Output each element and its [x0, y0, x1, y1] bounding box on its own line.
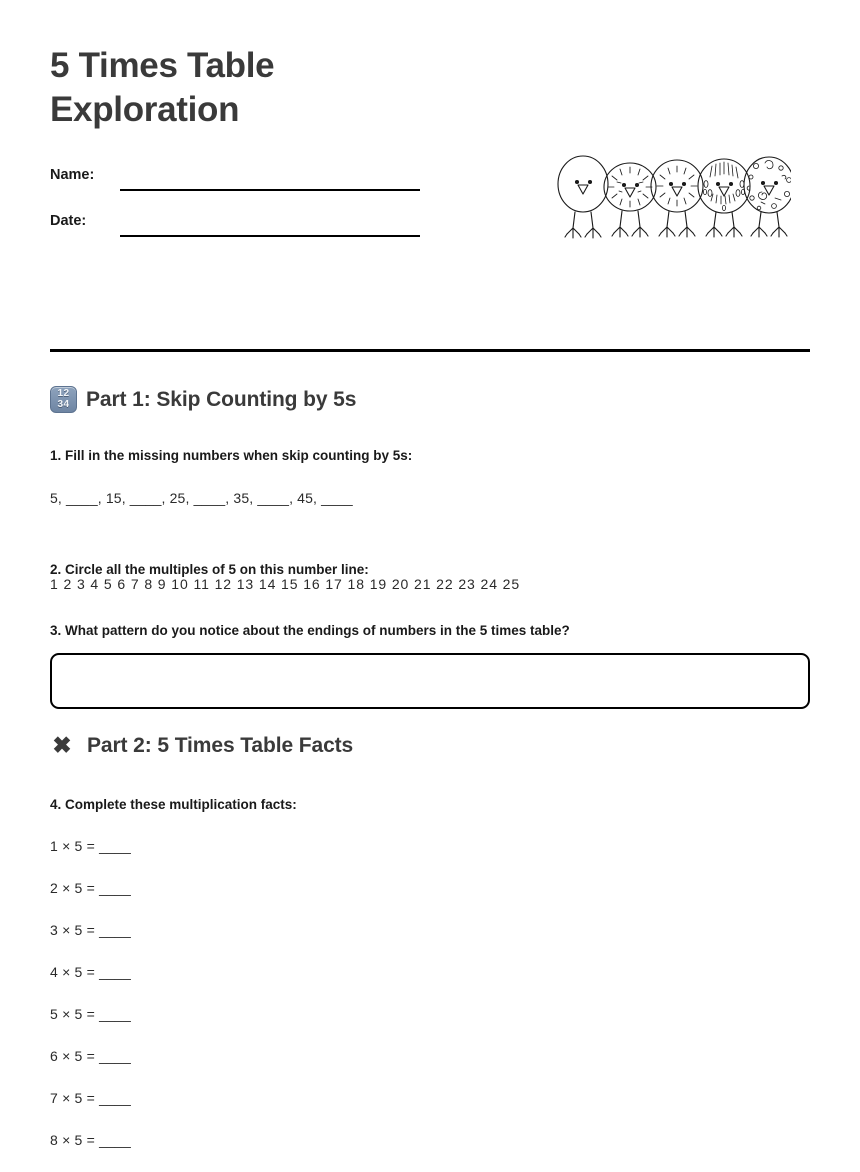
- bird-3: [651, 160, 703, 237]
- name-field-label: Name:: [50, 167, 95, 183]
- section-heading-part-2: [52, 734, 353, 757]
- bird-5: [744, 157, 791, 237]
- question-2-prompt: 2. Circle all the multiples of 5 on this number line:: [50, 562, 369, 577]
- question-1-prompt: 1. Fill in the missing numbers when skip counting by 5s:: [50, 448, 413, 463]
- section-title-part-1: Part 1: Skip Counting by 5s: [86, 387, 357, 411]
- input-numbers-icon-top: 12: [57, 388, 70, 399]
- section-heading-part-1: [50, 386, 356, 413]
- fact-row[interactable]: 2 × 5 = ____: [50, 880, 132, 896]
- question-2-number-line[interactable]: 1 2 3 4 5 6 7 8 9 10 11 12 13 14 15 16 17 18 19 20 21 22 23 24 25: [50, 576, 521, 592]
- question-3-prompt: 3. What pattern do you notice about the endings of numbers in the 5 times table?: [50, 623, 570, 638]
- bird-2: [604, 163, 656, 237]
- bird-4: [698, 159, 750, 237]
- bird-1: [558, 156, 608, 238]
- multiplication-facts-list: [50, 836, 350, 1172]
- input-numbers-icon: [50, 386, 77, 413]
- date-field-row: [50, 211, 470, 237]
- date-field-label: Date:: [50, 213, 87, 229]
- header: [50, 44, 810, 229]
- page-title: 5 Times Table Exploration: [50, 46, 275, 130]
- fact-row[interactable]: 7 × 5 = ____: [50, 1090, 132, 1106]
- name-field-line[interactable]: [120, 189, 420, 191]
- question-4-prompt: 4. Complete these multiplication facts:: [50, 797, 297, 812]
- fact-row[interactable]: 6 × 5 = ____: [50, 1048, 132, 1064]
- fact-row[interactable]: 4 × 5 = ____: [50, 964, 132, 980]
- fact-row[interactable]: 3 × 5 = ____: [50, 922, 132, 938]
- input-numbers-icon-bottom: 34: [57, 399, 70, 410]
- fact-row[interactable]: 5 × 5 = ____: [50, 1006, 132, 1022]
- multiply-icon: ✖: [52, 732, 72, 759]
- question-3-answer-box[interactable]: [50, 653, 810, 709]
- section-divider: [50, 349, 810, 352]
- date-field-line[interactable]: [120, 235, 420, 237]
- section-title-part-2: Part 2: 5 Times Table Facts: [87, 734, 354, 757]
- fact-row[interactable]: 8 × 5 = ____: [50, 1132, 132, 1148]
- fact-row[interactable]: 1 × 5 = ____: [50, 838, 132, 854]
- five-birds-illustration: [553, 146, 791, 246]
- question-1-sequence[interactable]: 5, ____, 15, ____, 25, ____, 35, ____, 45, ____: [50, 490, 353, 506]
- name-field-row: [50, 165, 470, 191]
